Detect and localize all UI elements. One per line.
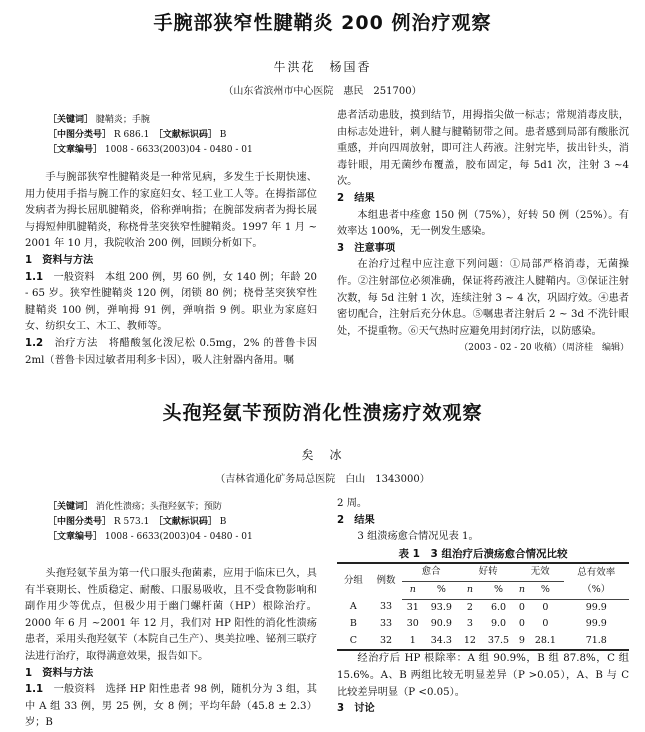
sec-label: 1.1 bbox=[25, 271, 44, 283]
article-no-label: ［文章编号］ bbox=[48, 532, 103, 542]
sec-text: 选择 HP 阳性患者 98 例，随机分为 3 组，其中 A 组 33 例，男 25 例，女 8 例；平均年龄（45.8 ± 2.3）岁；B bbox=[25, 684, 317, 729]
cell-improved-pct: 6.0 bbox=[490, 601, 507, 613]
sec-text: 将醋酸氢化泼尼松 0.5mg，2% 的普鲁卡因 2ml（普鲁卡因过敏者用利多卡因），吸人注射器内备用。嘱 bbox=[25, 337, 318, 366]
doc-code-value: B bbox=[219, 130, 227, 140]
clc-value: R 686.1 bbox=[113, 130, 150, 140]
cell-count: 32 bbox=[379, 634, 393, 646]
article2-section1-1 bbox=[25, 682, 317, 732]
article1-keywords-line bbox=[48, 113, 318, 128]
article2-left-column bbox=[25, 566, 317, 732]
cell-count: 33 bbox=[379, 601, 393, 613]
th-total-unit: （%） bbox=[564, 581, 629, 599]
table-header-row bbox=[337, 563, 629, 581]
keywords-label: ［关键词］ bbox=[48, 502, 94, 512]
th-pct: % bbox=[527, 581, 563, 599]
article2-section2-heading: 2 结果 bbox=[337, 514, 375, 526]
cell-improved-pct: 9.0 bbox=[490, 618, 507, 630]
cell-invalid-pct: 0 bbox=[542, 601, 549, 613]
clc-label: ［中图分类号］ bbox=[48, 517, 112, 527]
keywords: 消化性溃疡；头孢羟氨苄；预防 bbox=[95, 502, 222, 512]
table-row bbox=[337, 599, 629, 616]
article2-right-column bbox=[337, 496, 629, 718]
article2-keywords-line bbox=[48, 500, 318, 515]
article2-meta bbox=[48, 500, 318, 545]
th-healed: 愈合 bbox=[402, 563, 459, 581]
cell-healed-n: 1 bbox=[409, 634, 416, 646]
th-n: n bbox=[517, 581, 528, 599]
article2-section3-heading: 3 讨论 bbox=[337, 703, 375, 715]
th-group: 分组 bbox=[343, 575, 363, 587]
article1-section1-2 bbox=[25, 336, 317, 369]
cell-improved-n: 3 bbox=[466, 618, 473, 630]
article1-section3-heading: 3 注意事项 bbox=[337, 242, 396, 254]
cell-invalid-n: 9 bbox=[518, 634, 525, 646]
cell-invalid-n: 0 bbox=[518, 601, 525, 613]
sec-text: 本组 200 例，男 60 例，女 140 例；年龄 20 - 65 岁。狭窄性腱鞘炎 120 例，闭锁 80 例；桡骨茎突狭窄性腱鞘炎 100 例，弹响拇 91 例，弹响指 9 例。职业为家庭妇女、纺织女工、木工、教师等。 bbox=[25, 271, 318, 333]
article2-intro: 头孢羟氨苄虽为第一代口服头孢菌素，应用于临床已久，具有半衰期长、性质稳定、耐酸、口服易吸收，且不受食物影响和副作用少等优点，但极少用于幽门螺杆菌（HP）根除治疗。2000 年 6 月 ~2001 年 12 月，我们对 HP 阳性的消化性溃疡患者，采用头孢羟氨苄（本院自己生产）、奥美拉唑、铋剂三联疗法进行治疗，取得满意效果，报告如下。 bbox=[25, 568, 317, 662]
cell-healed-n: 31 bbox=[406, 601, 419, 613]
article1-meta bbox=[48, 113, 318, 158]
th-total: 总有效率 bbox=[577, 566, 616, 578]
article1-intro: 手与腕部狭窄性腱鞘炎是一种常见病，多发生于长期快速、用力使用手指与腕工作的家庭妇女、轻工业工人等。在拇指部位发病者为拇长屈肌腱鞘炎，俗称弹响指；在腕部发病者为拇长展与拇短伸肌腱鞘炎，称桡骨茎突狭窄性腱鞘炎。1997 年 1 月 ~ 2001 年 10 月，我院收治 200 例，回顾分析如下。 bbox=[25, 172, 317, 250]
doc-code-value: B bbox=[219, 517, 227, 527]
article2-title: 头孢羟氨苄预防消化性溃疡疗效观察 bbox=[162, 402, 483, 424]
cell-group: C bbox=[349, 634, 357, 646]
cell-group: B bbox=[349, 618, 357, 630]
sec-title: 一般资料 bbox=[53, 684, 96, 696]
article2-article-no-line bbox=[48, 530, 318, 545]
article1-article-no-line bbox=[48, 143, 318, 158]
article1-authors: 牛洪花 杨国香 bbox=[273, 60, 372, 74]
th-count: 例数 bbox=[376, 575, 396, 587]
article1-right-column bbox=[337, 108, 629, 357]
article1-received: （2003 - 02 - 20 收稿）（周济桂 编辑） bbox=[459, 343, 629, 354]
article1-section2-heading: 2 结果 bbox=[337, 192, 375, 204]
sec-title: 一般资料 bbox=[53, 271, 95, 283]
cell-group: A bbox=[349, 601, 357, 613]
clc-label: ［中图分类号］ bbox=[48, 130, 112, 140]
sec-title: 治疗方法 bbox=[54, 337, 98, 349]
article1-affiliation: （山东省滨州市中心医院 惠民 251700） bbox=[223, 86, 422, 97]
sec-label: 1.1 bbox=[25, 684, 44, 696]
clc-value: R 573.1 bbox=[113, 517, 150, 527]
cell-count: 33 bbox=[379, 618, 393, 630]
th-n: n bbox=[402, 581, 423, 599]
cell-improved-n: 12 bbox=[463, 634, 476, 646]
cell-total: 71.8 bbox=[585, 634, 607, 646]
th-n: n bbox=[460, 581, 481, 599]
table-caption: 表 1 3 组治疗后溃疡愈合情况比较 bbox=[398, 547, 568, 560]
cell-total: 99.9 bbox=[585, 601, 607, 613]
article2-results: 3 组溃疡愈合情况见表 1。 bbox=[357, 531, 479, 543]
article2-after-table: 经治疗后 HP 根除率：A 组 90.9%，B 组 87.8%，C 组 15.6%。A、B 两组比较无明显差异（P >0.05），A、B 与 C 比较差异明显（P <0.05）。 bbox=[337, 653, 629, 698]
cell-improved-pct: 37.5 bbox=[487, 634, 510, 646]
cell-improved-n: 2 bbox=[466, 601, 473, 613]
article2-affiliation: （吉林省通化矿务局总医院 白山 1343000） bbox=[215, 474, 430, 485]
article1-clc-line bbox=[48, 128, 318, 143]
article-no-label: ［文章编号］ bbox=[48, 145, 103, 155]
article1-notes: 在治疗过程中应注意下列问题：①局部严格消毒，无菌操作。②注射部位必须准确，保证将药液注人腱鞘内。③保证注射次数，每 5d 注射 1 次，连续注射 3 ~ 4 次，巩固疗效。④患者密切配合，注射后充分休息。⑤嘱患者注射后 2 ~ 3d 不洗针眼处，不提重物。⑥天气热时应避免用封闭疗法，以防感染。 bbox=[337, 259, 629, 337]
article-no-value: 1008 - 6633(2003)04 - 0480 - 01 bbox=[104, 532, 253, 542]
cell-healed-n: 30 bbox=[406, 618, 419, 630]
article1-results: 本组患者中痊愈 150 例（75%），好转 50 例（25%）。有效率达 100%，无一例发生感染。 bbox=[337, 209, 629, 238]
article1-section1-heading: 1 资料与方法 bbox=[25, 254, 94, 266]
th-invalid: 无效 bbox=[517, 563, 564, 581]
healing-table bbox=[337, 562, 629, 651]
cell-healed-pct: 93.9 bbox=[430, 601, 452, 613]
th-improved: 好转 bbox=[460, 563, 517, 581]
cell-invalid-n: 0 bbox=[518, 618, 525, 630]
article-no-value: 1008 - 6633(2003)04 - 0480 - 01 bbox=[104, 145, 253, 155]
cell-invalid-pct: 0 bbox=[542, 618, 549, 630]
cell-healed-pct: 90.9 bbox=[430, 618, 452, 630]
cell-healed-pct: 34.3 bbox=[430, 634, 452, 646]
article2-clc-line bbox=[48, 515, 318, 530]
th-pct: % bbox=[423, 581, 459, 599]
cell-invalid-pct: 28.1 bbox=[534, 634, 556, 646]
table-row bbox=[337, 633, 629, 651]
doc-code-label: ［文献标识码］ bbox=[158, 130, 217, 140]
table-row bbox=[337, 616, 629, 633]
article1-title: 手腕部狭窄性腱鞘炎 200 例治疗观察 bbox=[153, 12, 492, 34]
keywords: 腱鞘炎；手腕 bbox=[95, 115, 150, 125]
cell-total: 99.9 bbox=[585, 618, 607, 630]
doc-code-label: ［文献标识码］ bbox=[158, 517, 217, 527]
article2-authors: 矣 冰 bbox=[301, 448, 344, 462]
article2-continued: 2 周。 bbox=[337, 498, 368, 509]
keywords-label: ［关键词］ bbox=[48, 115, 94, 125]
article1-left-column bbox=[25, 170, 317, 369]
sec-label: 1.2 bbox=[25, 337, 44, 349]
th-pct: % bbox=[480, 581, 516, 599]
article1-method-continued: 患者活动患肢，摸到结节，用拇指尖做一标志；常规消毒皮肤，由标志处进针，刺人腱与腱鞘韧带之间。患者感到局部有酸胀沉重感，并向四周放射，即可注人药液。注射完毕，拔出针头，消毒针眼，用无菌纱布覆盖，胶布固定，每 5d1 次，注射 3 ~4 次。 bbox=[337, 110, 629, 188]
article1-section1-1 bbox=[25, 270, 317, 336]
article2-section1-heading: 1 资料与方法 bbox=[25, 667, 94, 679]
